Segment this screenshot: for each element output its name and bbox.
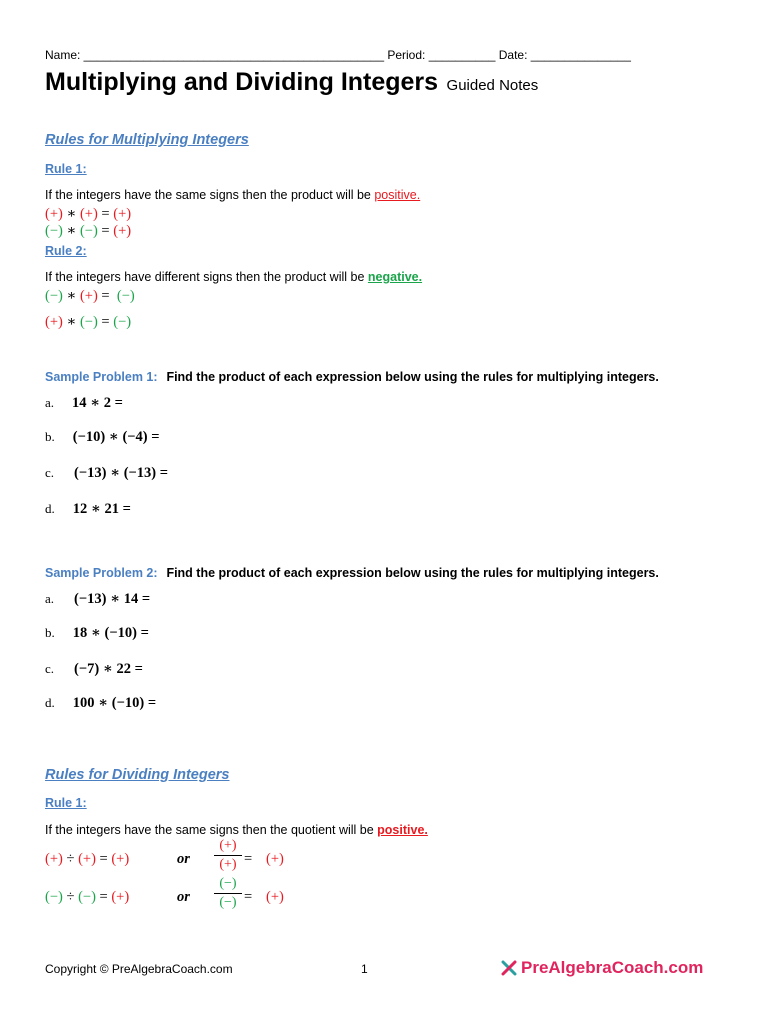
sample-problem-2-prompt: Sample Problem 2: Find the product of each expression below using the rules for multiplying integers.: [45, 566, 659, 580]
fraction1-result: (+): [266, 851, 284, 867]
positive-keyword: positive.: [374, 188, 421, 202]
multiply-rule2-eq1: (−) ∗ (+) = (−): [45, 288, 135, 304]
page-title-row: [45, 68, 538, 97]
multiply-rules-heading: Rules for Multiplying Integers: [45, 132, 249, 148]
brand-name: PreAlgebraCoach.com: [521, 958, 704, 977]
fraction2-result: (+): [266, 889, 284, 905]
divide-rules-heading: Rules for Dividing Integers: [45, 767, 230, 783]
divide-rule1-text: If the integers have the same signs then the quotient will be positive.: [45, 823, 428, 837]
copyright-text: Copyright © PreAlgebraCoach.com: [45, 962, 233, 976]
fraction-positive-over-positive: (+) (+): [214, 838, 242, 873]
or-word: or: [177, 889, 190, 905]
multiply-rule1-eq2: (−) ∗ (−) = (+): [45, 223, 132, 239]
sample2-item-b: b. 18 ∗ (−10) =: [45, 625, 149, 641]
sample2-item-a: a. (−13) ∗ 14 =: [45, 591, 151, 607]
multiply-rule1-label: Rule 1:: [45, 162, 87, 176]
negative-keyword: negative.: [367, 270, 423, 284]
page-number: 1: [361, 962, 368, 976]
divide-rule1-eq1: (+) ÷ (+) = (+): [45, 851, 130, 867]
sample1-item-d: d. 12 ∗ 21 =: [45, 501, 131, 517]
multiply-rule2-text: If the integers have different signs then the product will be negative.: [45, 270, 423, 284]
fraction2-equals: =: [244, 889, 253, 905]
positive-keyword: positive.: [377, 823, 428, 837]
multiply-rule2-label: Rule 2:: [45, 244, 87, 258]
divide-rule1-label: Rule 1:: [45, 796, 87, 810]
sample1-item-b: b. (−10) ∗ (−4) =: [45, 429, 160, 445]
divide-rule1-eq2: (−) ÷ (−) = (+): [45, 889, 130, 905]
brand-logo: [500, 958, 703, 978]
sample2-item-c: c. (−7) ∗ 22 =: [45, 661, 143, 677]
or-word: or: [177, 851, 190, 867]
fraction1-equals: =: [244, 851, 253, 867]
sample-problem-1-prompt: Sample Problem 1: Find the product of each expression below using the rules for multiplying integers.: [45, 370, 659, 384]
multiply-rule1-text: If the integers have the same signs then the product will be positive.: [45, 188, 421, 202]
fraction-negative-over-negative: (−) (−): [214, 876, 242, 911]
multiply-rule1-eq1: (+) ∗ (+) = (+): [45, 206, 132, 222]
sample1-item-a: a. 14 ∗ 2 =: [45, 395, 123, 411]
name-period-date-line: Name: _____________________________________________ Period: __________ Date: _______________: [45, 48, 631, 62]
page-subtitle: Guided Notes: [446, 77, 539, 94]
sample1-item-c: c. (−13) ∗ (−13) =: [45, 465, 169, 481]
sample2-item-d: d. 100 ∗ (−10) =: [45, 695, 157, 711]
page-title: Multiplying and Dividing Integers: [45, 68, 439, 96]
pencil-ruler-icon: [500, 959, 518, 977]
multiply-rule2-eq2: (+) ∗ (−) = (−): [45, 314, 132, 330]
